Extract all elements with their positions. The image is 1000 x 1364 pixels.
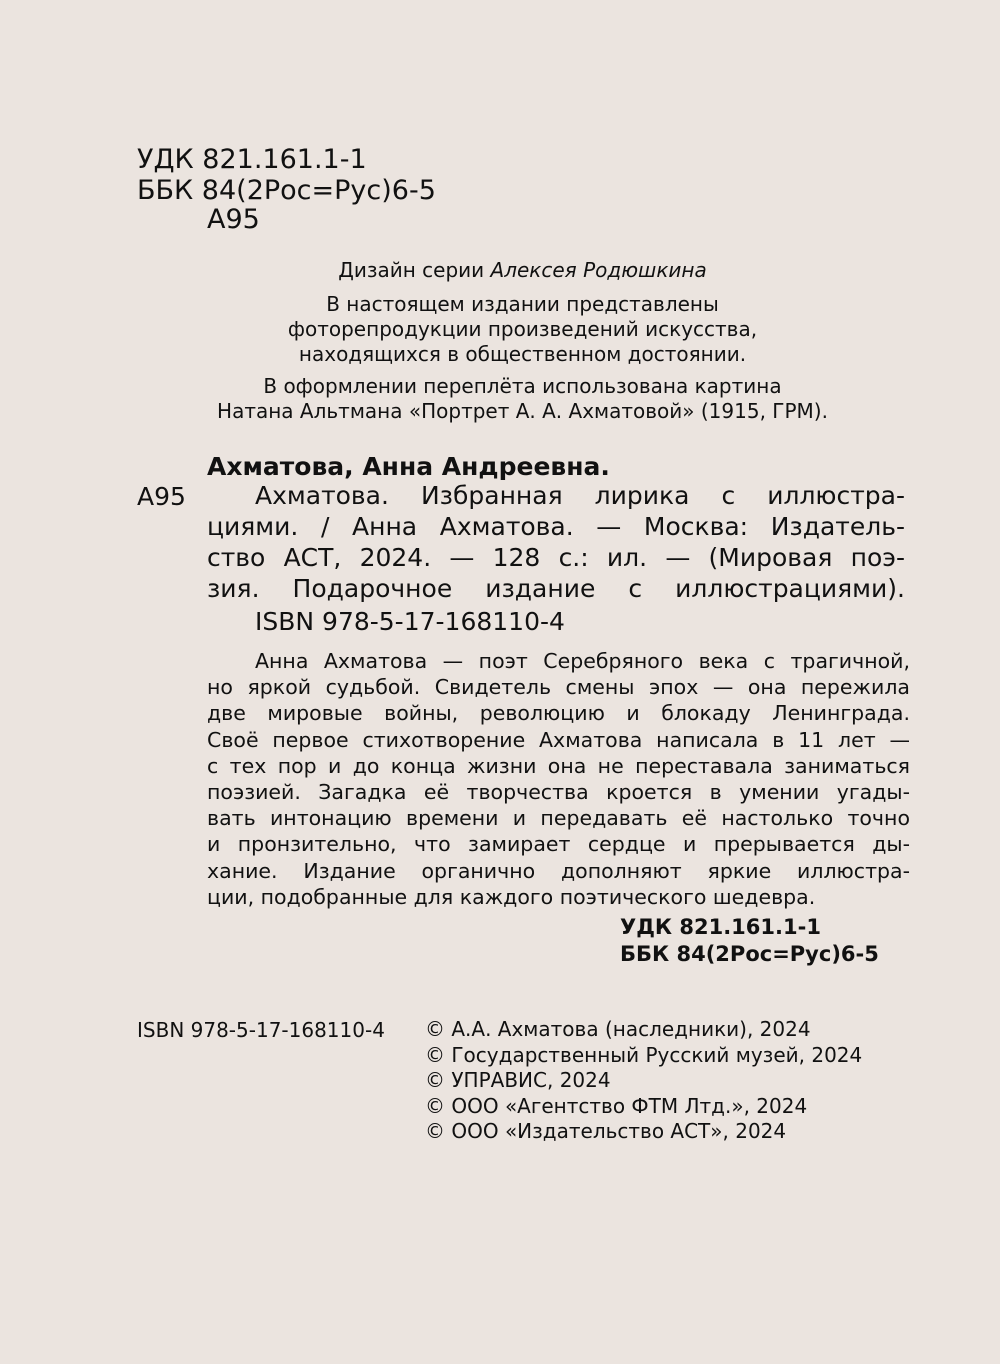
- notice-line: находящихся в общественном достоянии.: [298, 342, 747, 366]
- annotation: [207, 648, 910, 910]
- footer-isbn: ISBN 978-5-17-168110-4: [137, 1018, 385, 1042]
- public-domain-notice: [150, 292, 895, 367]
- card-description-line: циями. / Анна Ахматова. — Москва: Издатель-: [207, 512, 905, 541]
- card-udk-code: УДК 821.161.1-1: [620, 915, 821, 939]
- cover-line: Натана Альтмана «Портрет А. А. Ахматовой» (1915, ГРМ).: [217, 399, 828, 423]
- cover-line: В оформлении переплёта использована картина: [263, 374, 782, 398]
- annotation-line: хание. Издание органично дополняют яркие иллюстра-: [207, 858, 910, 883]
- card-description-line: Ахматова. Избранная лирика с иллюстра-: [255, 481, 905, 510]
- series-design-credit: [150, 258, 895, 283]
- author-sign: А95: [207, 204, 260, 235]
- copyright-item: © ООО «Издательство АСТ», 2024: [425, 1119, 787, 1143]
- annotation-line: вать интонацию времени и передавать её настолько точно: [207, 806, 910, 831]
- copyright-item: © А.А. Ахматова (наследники), 2024: [425, 1017, 811, 1041]
- card-description: [207, 480, 905, 604]
- udk-code: УДК 821.161.1-1: [137, 144, 367, 175]
- card-author: Ахматова, Анна Андреевна.: [207, 452, 610, 481]
- bbk-code: ББК 84(2Рос=Рус)6-5: [137, 175, 436, 206]
- designer-name: Алексея Родюшкина: [490, 258, 707, 282]
- cover-art-credit: [150, 374, 895, 424]
- annotation-line: ции, подобранные для каждого поэтического шедевра.: [207, 884, 816, 909]
- annotation-line: с тех пор и до конца жизни она не переставала заниматься: [207, 753, 910, 778]
- annotation-line: но яркой судьбой. Свидетель смены эпох — она пережила: [207, 675, 910, 700]
- annotation-line: Своё первое стихотворение Ахматова написала в 11 лет —: [207, 727, 910, 752]
- copyright-item: © Государственный Русский музей, 2024: [425, 1042, 863, 1067]
- card-description-line: ство АСТ, 2024. — 128 с.: ил. — (Мировая поэ-: [207, 543, 905, 572]
- annotation-line: поэзией. Загадка её творчества кроется в умении угады-: [207, 780, 910, 805]
- notice-line: фоторепродукции произведений искусства,: [287, 317, 758, 341]
- card-description-line: зия. Подарочное издание с иллюстрациями).: [207, 574, 905, 603]
- annotation-line: и пронзительно, что замирает сердце и прерывается ды-: [207, 832, 910, 857]
- annotation-line: две мировые войны, революцию и блокаду Ленинграда.: [207, 701, 910, 726]
- card-bbk-code: ББК 84(2Рос=Рус)6-5: [620, 942, 879, 966]
- copyright-item: © УПРАВИС, 2024: [425, 1068, 611, 1092]
- copyright-list: [425, 1017, 862, 1145]
- copyright-item: © ООО «Агентство ФТМ Лтд.», 2024: [425, 1093, 808, 1118]
- annotation-line: Анна Ахматова — поэт Серебряного века с трагичной,: [255, 649, 910, 673]
- design-prefix: Дизайн серии: [338, 258, 491, 282]
- card-author-sign: А95: [137, 482, 186, 511]
- card-isbn: ISBN 978-5-17-168110-4: [255, 607, 565, 636]
- notice-line: В настоящем издании представлены: [326, 292, 719, 316]
